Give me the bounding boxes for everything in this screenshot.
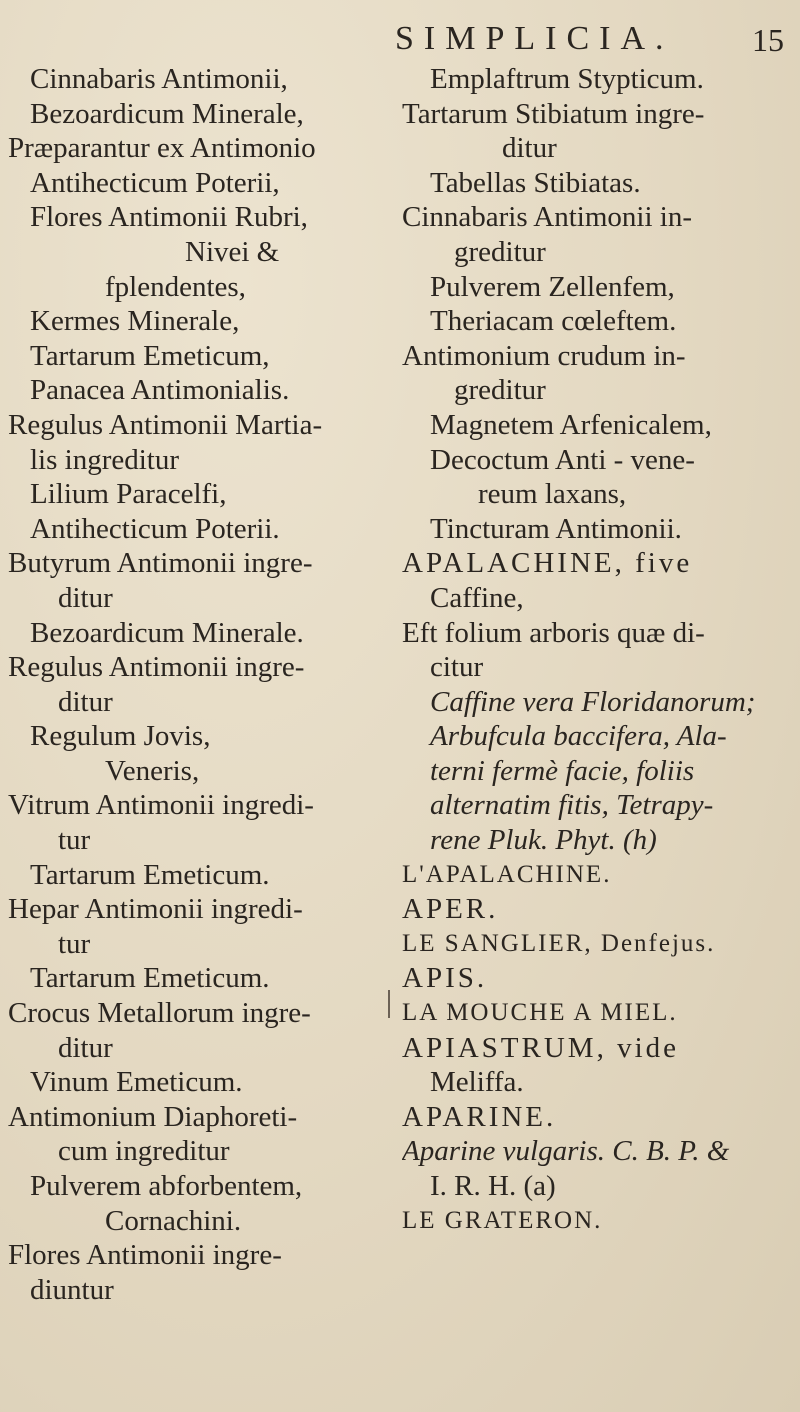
text-line: terni fermè facie, foliis [430,754,695,787]
text-line: Antihecticum Poterii, [30,166,280,199]
text-line: L'APALACHINE. [402,860,612,888]
text-line: APALACHINE, five [402,547,693,580]
text-line: Flores Antimonii ingre- [8,1239,282,1272]
text-line: APARINE. [402,1100,557,1133]
text-line: Regulus Antimonii Martia- [8,408,323,441]
text-line: LE SANGLIER, Denfejus. [402,929,716,957]
text-line: APIASTRUM, vide [402,1031,680,1064]
left-column [0,62,388,1307]
text-line: Panacea Antimonialis. [30,374,290,407]
text-line: diuntur [30,1273,114,1306]
text-line: Nivei & [185,235,280,268]
text-line: Butyrum Antimonii ingre- [8,547,313,580]
text-line: Tabellas Stibiatas. [430,166,641,199]
text-line: lis ingreditur [30,443,180,476]
text-line: Cornachini. [105,1204,242,1237]
text-line: Aparine vulgaris. C. B. P. & [402,1135,730,1168]
text-line: Decoctum Anti - vene- [430,443,695,476]
text-line: Crocus Metallorum ingre- [8,997,311,1030]
text-line: Antimonium Diaphoreti- [8,1100,298,1133]
text-line: Pulverem abforbentem, [30,1170,303,1202]
text-line: Kermes Minerale, [30,305,240,338]
text-line: Cinnabaris Antimonii, [30,63,288,95]
text-line: Caffine, [430,581,524,614]
text-line: Tincturam Antimonii. [430,512,682,545]
text-line: ditur [58,1031,113,1064]
text-line: Antimonium crudum in- [402,339,686,372]
text-line: Tartarum Stibiatum ingre- [402,97,705,130]
page-number: 15 [752,22,784,58]
text-line: Flores Antimonii Rubri, [30,201,308,234]
text-line: Vinum Emeticum. [30,1066,243,1099]
text-line: Caffine vera Floridanorum; [430,685,756,718]
text-line: Meliffa. [430,1066,524,1099]
running-title: SIMPLICIA. [395,20,674,57]
gutter-mark [388,990,396,1018]
text-line: reum laxans, [478,478,627,511]
text-line: Bezoardicum Minerale. [30,616,304,649]
text-line: LA MOUCHE A MIEL. [402,999,678,1027]
text-line: ditur [58,581,113,614]
text-line: cum ingreditur [58,1135,230,1168]
text-line: rene Pluk. Phyt. (h) [430,824,657,857]
text-line: tur [58,927,91,960]
text-line: Regulus Antimonii ingre- [8,651,305,684]
text-line: Lilium Paracelfi, [30,478,227,511]
text-line: APER. [402,893,499,926]
text-line: Emplaftrum Stypticum. [430,63,704,95]
text-line: Tartarum Emeticum. [30,962,270,995]
text-line: greditur [454,374,546,407]
text-line: Hepar Antimonii ingredi- [8,893,303,926]
text-line: ditur [502,132,557,165]
text-line: tur [58,824,91,857]
text-line: Cinnabaris Antimonii in- [402,201,692,234]
text-line: Magnetem Arfenicalem, [430,408,712,441]
text-line: Eft folium arboris quæ di- [402,616,705,649]
text-line: Bezoardicum Minerale, [30,97,304,130]
text-line: Præparantur ex Antimonio [8,132,316,165]
text-line: alternatim fitis, Tetrapy- [430,789,714,822]
text-line: Veneris, [105,754,200,787]
text-line: Antihecticum Poterii. [30,512,280,545]
text-line: Tartarum Emeticum. [30,858,270,891]
text-line: greditur [454,235,546,268]
text-line: Arbufcula baccifera, Ala- [430,720,727,753]
text-line: Regulum Jovis, [30,720,211,753]
text-line: ditur [58,685,113,718]
text-line: citur [430,651,484,684]
text-line: fplendentes, [105,270,246,303]
text-line: LE GRATERON. [402,1206,603,1234]
text-line: Tartarum Emeticum, [30,339,270,372]
text-line: Theriacam cœleftem. [430,305,677,338]
text-line: APIS. [402,962,488,995]
text-line: Vitrum Antimonii ingredi- [8,789,314,822]
page-header [0,20,800,60]
text-line: Pulverem Zellenfem, [430,270,675,303]
text-line: I. R. H. (a) [430,1170,556,1202]
right-column [402,62,800,1238]
